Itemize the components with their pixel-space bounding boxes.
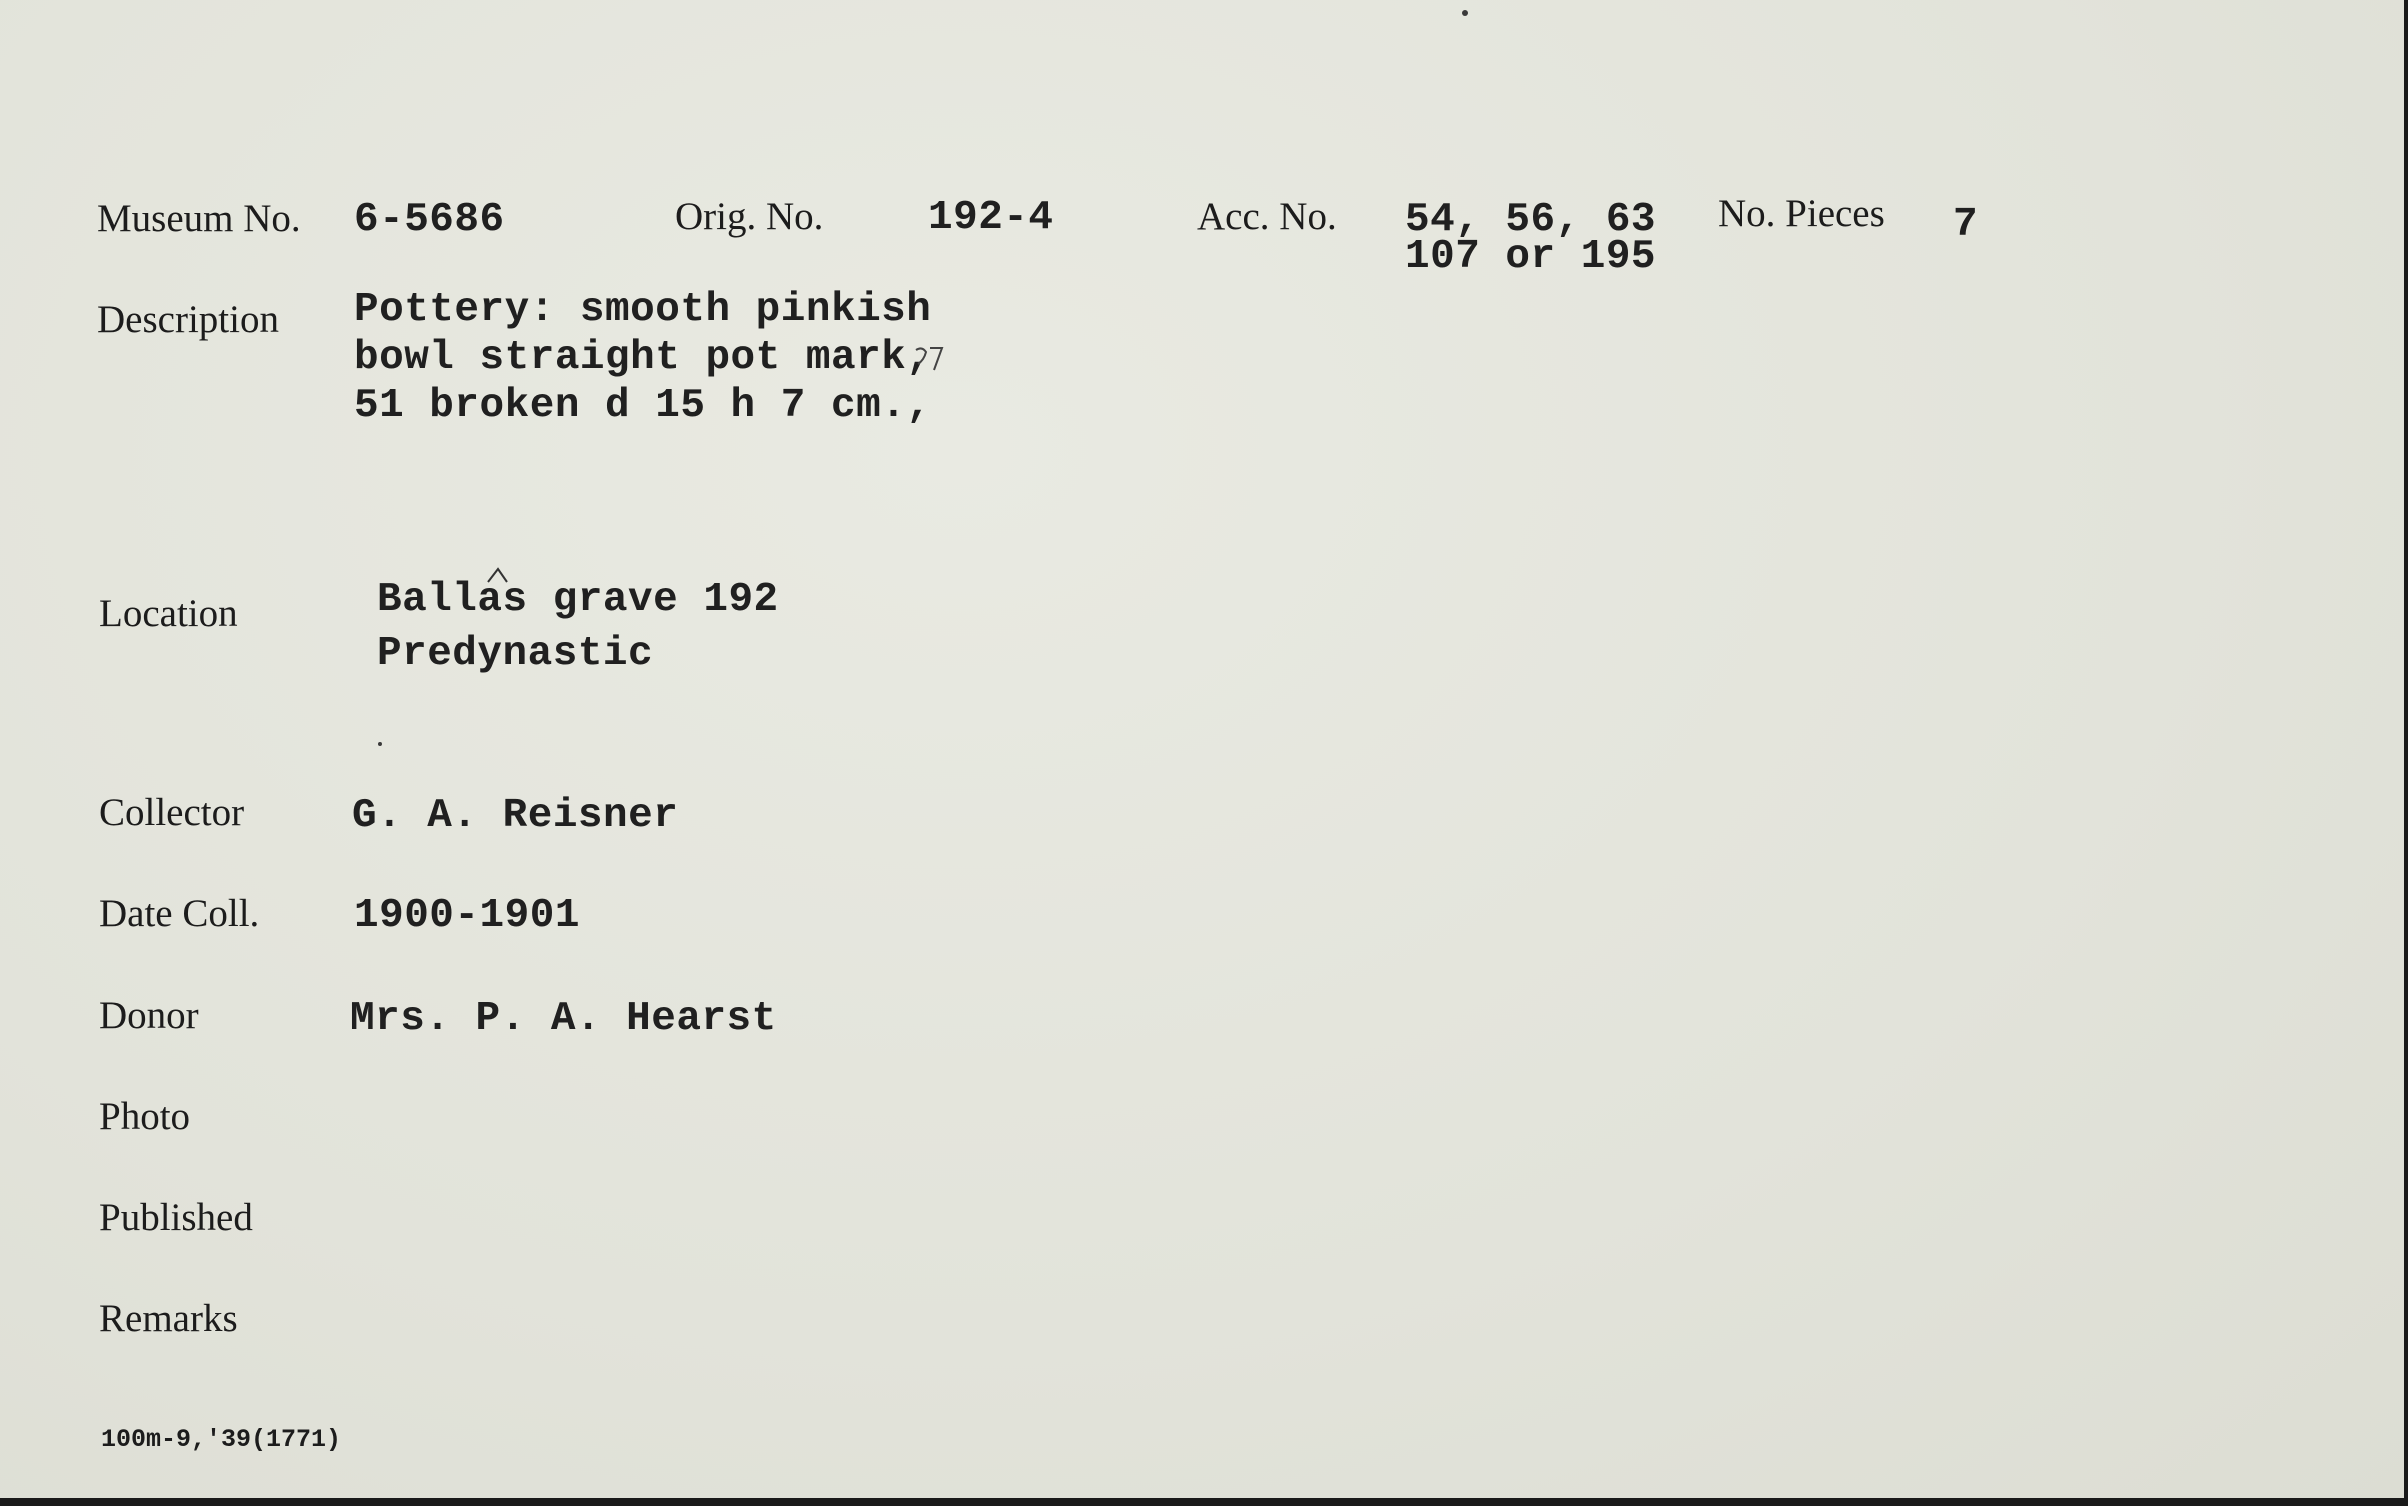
museum-no-value: 6-5686: [354, 197, 505, 243]
donor-value: Mrs. P. A. Hearst: [350, 996, 777, 1042]
acc-no-line-2: 107 or 195: [1405, 234, 1657, 280]
photo-label: Photo: [99, 1095, 191, 1138]
date-coll-label: Date Coll.: [99, 892, 260, 935]
location-line-1: Ballas grave 192: [377, 577, 779, 623]
description-line-3: 51 broken d 15 h 7 cm.,: [354, 383, 932, 429]
speck: [1462, 10, 1468, 16]
no-pieces-label: No. Pieces: [1718, 192, 1885, 235]
description-line-1: Pottery: smooth pinkish: [354, 287, 932, 333]
acc-no-label: Acc. No.: [1197, 195, 1337, 238]
speck: [378, 742, 382, 746]
description-line-2: bowl straight pot mark,: [354, 335, 932, 381]
form-print-code: 100m-9,'39(1771): [101, 1425, 342, 1454]
acc-no-line-1: 54, 56, 63: [1405, 197, 1657, 243]
orig-no-label: Orig. No.: [675, 195, 824, 238]
orig-no-value: 192-4: [928, 195, 1054, 241]
collector-label: Collector: [99, 791, 245, 834]
museum-no-label: Museum No.: [97, 197, 301, 240]
location-line-2: Predynastic: [377, 631, 654, 677]
no-pieces-value: 7: [1953, 202, 1979, 248]
handwritten-mark-icon: [912, 340, 952, 380]
remarks-label: Remarks: [99, 1297, 238, 1340]
date-coll-value: 1900-1901: [354, 893, 580, 939]
caret-mark-icon: [486, 566, 510, 584]
collector-value: G. A. Reisner: [352, 793, 679, 839]
description-label: Description: [97, 298, 279, 341]
donor-label: Donor: [99, 994, 199, 1037]
location-label: Location: [99, 592, 238, 635]
published-label: Published: [99, 1196, 253, 1239]
